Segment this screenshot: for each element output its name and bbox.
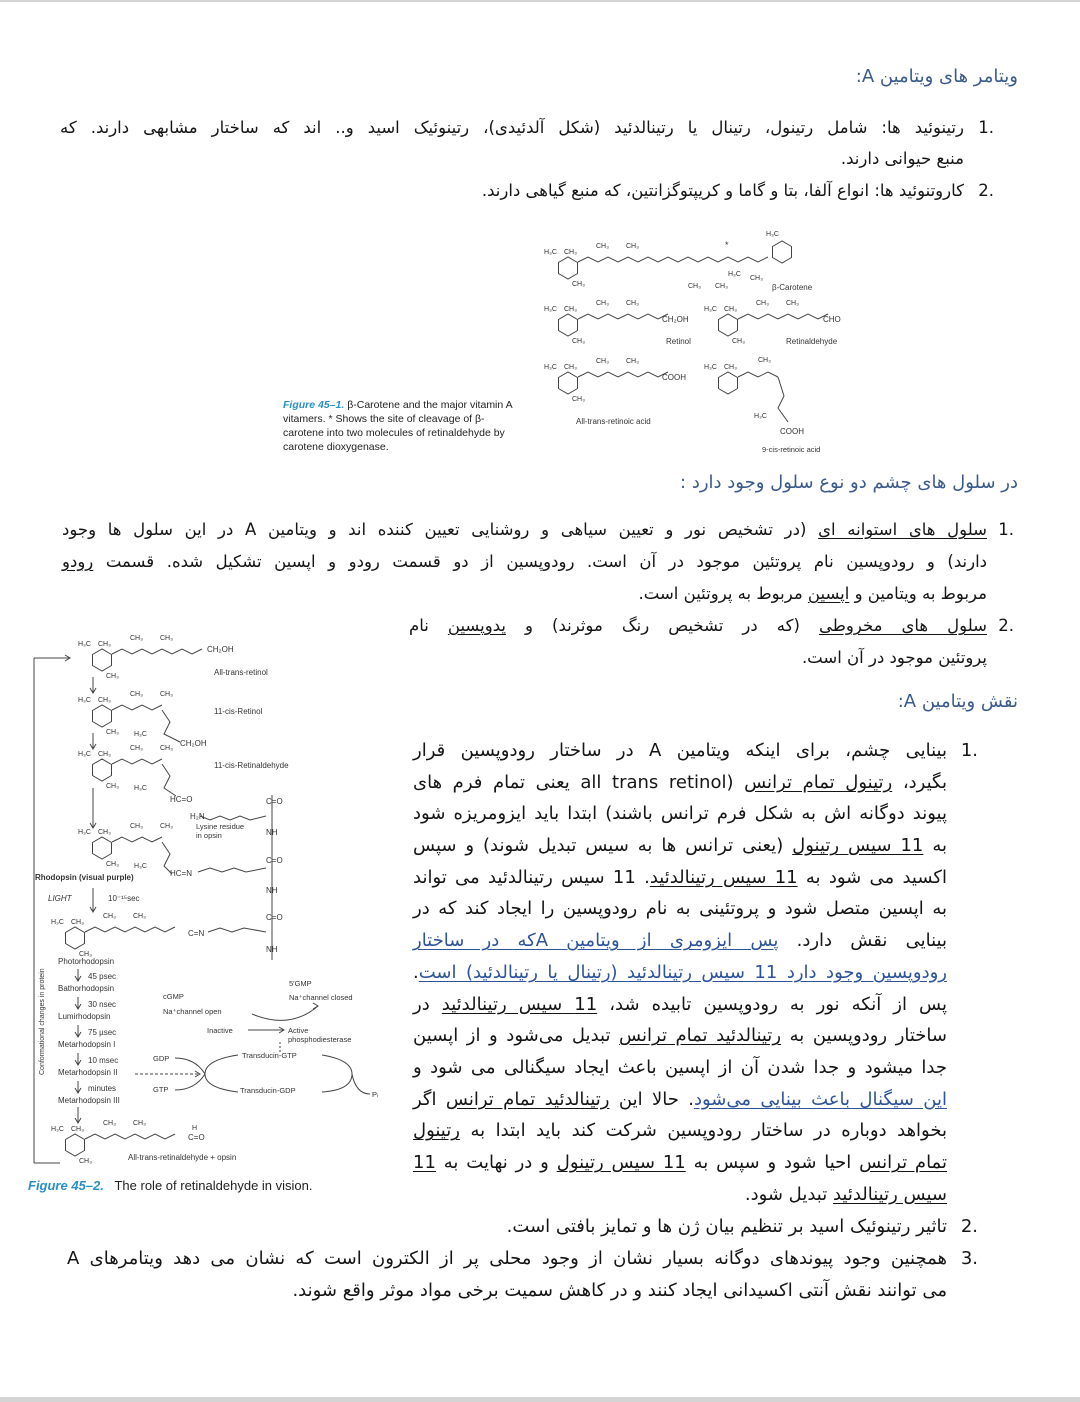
- group-label: CH₃: [98, 751, 111, 758]
- intermediate-name: Metarhodopsin I: [58, 1040, 116, 1049]
- time-label: 45 psec: [88, 972, 117, 981]
- polyene-chain: [578, 314, 668, 319]
- underlined-term: تمام ترانس: [859, 1151, 947, 1173]
- text-segment: اکسید می شود به: [797, 866, 947, 888]
- text-line: [413, 735, 947, 767]
- figure-45-1-caption: [283, 398, 519, 454]
- text-segment: تبدیل شود.: [744, 1183, 833, 1205]
- group-label: CH₃: [596, 300, 609, 307]
- cyclohexene-ring: [559, 372, 578, 394]
- list-number: 3.: [960, 1248, 978, 1269]
- text-line: [62, 514, 987, 546]
- text-line: [413, 957, 947, 989]
- text-line: [413, 798, 947, 830]
- text-segment: ساختار رودوپسین به: [781, 1025, 947, 1047]
- text-line: [67, 1211, 947, 1243]
- group-label: CH₃: [160, 635, 173, 642]
- annotation: in opsin: [196, 831, 222, 840]
- list-number: 1.: [998, 520, 1014, 539]
- arrow-line: [322, 1055, 370, 1094]
- text-segment: احیا شود و سپس به: [685, 1151, 860, 1173]
- group-label: CH₃: [572, 396, 585, 403]
- text-segment: در: [413, 993, 442, 1015]
- group-label: C=O: [266, 797, 283, 806]
- group-label: CHO: [823, 315, 841, 324]
- cascade-label: cGMP: [163, 992, 184, 1001]
- group-label: CH₃: [756, 300, 769, 307]
- group-label: CH₃: [130, 691, 143, 698]
- group-label: CH₃: [758, 357, 771, 364]
- page-bottom-edge: [0, 1397, 1080, 1402]
- group-label: CH₃: [133, 913, 146, 920]
- list-item: [62, 514, 987, 610]
- group-label: CH₃: [160, 691, 173, 698]
- cyclohexene-ring: [66, 927, 85, 949]
- intermediate-name: Photorhodopsin: [58, 957, 115, 966]
- polyene-chain: [112, 837, 162, 842]
- group-label: H: [192, 1125, 198, 1132]
- underlined-term: رتینالدئید تمام ترانس: [619, 1025, 782, 1047]
- text-segment: . 11 سیس رتینالدئید می تواند: [413, 866, 650, 888]
- group-label: CH₃: [106, 729, 119, 736]
- text-line: [60, 175, 964, 206]
- cascade-label: GTP: [153, 1085, 169, 1094]
- text-segment: (که در تشخیص رنگ موثرند) و: [505, 616, 819, 635]
- group-label: NH: [266, 828, 278, 837]
- group-label: CH₃: [724, 306, 737, 313]
- group-label: CH₃: [133, 1120, 146, 1127]
- group-label: C=O: [266, 856, 283, 865]
- cyclohexene-ring: [719, 372, 738, 394]
- group-label: CH₃: [626, 243, 639, 250]
- group-label: H₃C: [766, 231, 779, 238]
- underlined-term: یدوپسین: [447, 616, 506, 635]
- light-label: LIGHT: [48, 894, 72, 903]
- group-label: CH₃: [103, 1120, 116, 1127]
- group-label: H₃C: [704, 306, 717, 313]
- text-segment: همچنین وجود پیوندهای دوگانه بسیار نشان از وجود محلی پر از الکترون است که نشان می دهد ویتامرهای A: [67, 1248, 947, 1269]
- text-line: [413, 893, 947, 925]
- text-segment: دارند) و رودوپسین نام پروتئین موجود در آن است. رودوپسین از دو قسمت رودو و اپسین تشکیل شده. قسمت: [93, 552, 987, 571]
- hyperlink-text[interactable]: رودوپسین وجود دارد 11 سیس رتینالدئید (رتینال یا رتینالدئید) است: [418, 961, 947, 983]
- time-label: 10⁻¹⁵sec: [108, 894, 140, 903]
- group-label: H₃C: [728, 271, 741, 278]
- arrow-line: [205, 1055, 238, 1092]
- group-label: CH₃: [596, 358, 609, 365]
- group-label: C=N: [188, 929, 205, 938]
- group-label: H₂N: [190, 812, 205, 821]
- annotation: Lysine residue: [196, 822, 245, 831]
- compound-name: Retinol: [666, 337, 691, 346]
- group-label: H₃C: [544, 306, 557, 313]
- text-segment: .: [413, 961, 419, 983]
- text-segment: تاثیر رتینوئیک اسید بر تنظیم بیان ژن ها و تمایز بافتی است.: [506, 1216, 947, 1237]
- text-line: [62, 578, 987, 610]
- cyclohexene-ring: [719, 314, 738, 336]
- compound-name: All-trans-retinoic acid: [576, 417, 651, 426]
- text-segment: (در تشخیص نور و تعیین سیاهی و روشنایی تعیین کننده اند و ویتامین A در این سلول ها وجود: [62, 520, 819, 539]
- group-label: CH₃: [98, 641, 111, 648]
- cascade-label: phosphodiesterase: [288, 1035, 352, 1044]
- group-label: CH₃: [130, 823, 143, 830]
- time-label: 30 nsec: [88, 1000, 117, 1009]
- caption-text: The role of retinaldehyde in vision.: [114, 1178, 313, 1193]
- compound-name: Retinaldehyde: [786, 337, 838, 346]
- group-label: CH₃: [160, 823, 173, 830]
- group-label: CH₃: [688, 283, 701, 290]
- group-label: CH₂OH: [180, 739, 207, 748]
- group-label: CH₃: [160, 745, 173, 752]
- list-item: [60, 175, 964, 206]
- cyclohexene-ring: [93, 705, 112, 727]
- intermediate-name: Bathorhodopsin: [58, 984, 115, 993]
- underlined-term: رتینول تمام ترانس: [744, 771, 893, 793]
- compound-name: 11-cis-Retinaldehyde: [214, 761, 289, 770]
- group-label: COOH: [780, 427, 804, 436]
- underlined-term: رتینالدئید تمام ترانس: [445, 1088, 610, 1110]
- group-label: CH₃: [572, 281, 585, 288]
- list-item: [60, 112, 964, 174]
- underlined-term: 11: [413, 1151, 436, 1173]
- text-segment: پیوند دوگانه اش به شکل فرم ترانس باشند) ابتدا باید ایزومریزه شود: [413, 803, 947, 825]
- list-number: 1.: [978, 118, 994, 137]
- text-line: [413, 767, 947, 799]
- text-segment: و در نهایت به: [435, 1151, 557, 1173]
- text-segment: (all trans retinol یعنی تمام فرم های: [413, 771, 745, 793]
- lysine-chain: [198, 868, 266, 872]
- group-label: CH₃: [724, 364, 737, 371]
- group-label: CH₃: [106, 673, 119, 680]
- group-label: CH₃: [103, 913, 116, 920]
- text-segment: اگر: [413, 1088, 446, 1110]
- text-line: [60, 143, 964, 174]
- group-label: NH: [266, 886, 278, 895]
- figure-45-2-caption: [28, 1178, 313, 1193]
- compound-name: Rhodopsin (visual purple): [35, 873, 134, 882]
- underlined-term: 11 سیس رتینالدئید: [649, 866, 798, 888]
- text-line: [67, 1275, 947, 1307]
- figure-45-2-diagram: [30, 630, 402, 1175]
- intermediate-name: Lumirhodopsin: [58, 1012, 111, 1021]
- time-label: minutes: [88, 1084, 117, 1093]
- cyclohexene-ring: [559, 257, 578, 279]
- text-segment: می توانند نقش آنتی اکسیدانی ایجاد کنند و در کاهش سمیت برخی مواد موثر واقع شوند.: [292, 1279, 947, 1301]
- polyene-chain: [162, 710, 180, 742]
- group-label: C=O: [188, 1133, 205, 1142]
- compound-name: 9-cis-retinoic acid: [762, 445, 821, 454]
- compound-name: β-Carotene: [772, 283, 813, 292]
- group-label: HC=O: [170, 795, 193, 804]
- group-label: CH₃: [130, 635, 143, 642]
- text-segment: جدا میشود و جدا شدن آن از اپسین باعث ایجاد سیگنالی می شود و: [413, 1056, 947, 1078]
- polyene-chain: [112, 649, 202, 654]
- text-segment: (یعنی ترانس ها به سیس تبدیل شوند) و سپس: [413, 835, 793, 857]
- side-label: Conformational changes in protein: [39, 968, 46, 1075]
- list-number: 1.: [960, 740, 978, 761]
- cyclohexene-ring: [93, 649, 112, 671]
- group-label: CH₃: [79, 1158, 92, 1165]
- compound-name: All-trans-retinol: [214, 668, 268, 677]
- cleavage-site-marker: *: [725, 240, 729, 250]
- cascade-label: Na⁺channel closed: [289, 993, 353, 1002]
- group-label: H₃C: [78, 697, 91, 704]
- polyene-chain: [112, 759, 162, 764]
- figure-45-1-structures: [540, 228, 870, 458]
- polyene-chain: [85, 1134, 175, 1139]
- group-label: CH₃: [732, 338, 745, 345]
- list-number: 2.: [960, 1216, 978, 1237]
- group-label: COOH: [662, 373, 686, 382]
- underlined-term: 11 سیس رتینول: [556, 1151, 686, 1173]
- cyclohexene-ring: [93, 837, 112, 859]
- group-label: CH₃: [572, 338, 585, 345]
- underlined-term: اپسین: [807, 584, 850, 603]
- text-segment: . حالا این: [609, 1088, 694, 1110]
- group-label: H₃C: [704, 364, 717, 371]
- text-line: [409, 642, 987, 674]
- group-label: CH₃: [786, 300, 799, 307]
- group-label: CH₃: [626, 358, 639, 365]
- text-segment: به اپسین متصل شود و پروتئینی به نام رودوپسین را ایجاد کند که در: [413, 898, 947, 920]
- lysine-chain: [200, 816, 266, 820]
- text-line: [413, 1179, 947, 1211]
- cascade-label: Transducin-GTP: [242, 1051, 297, 1060]
- time-label: 75 µsec: [88, 1028, 117, 1037]
- group-label: H₃C: [754, 413, 767, 420]
- group-label: NH: [266, 945, 278, 954]
- polyene-chain: [162, 764, 176, 796]
- underlined-term: 11 سیس رتینالدئید: [441, 993, 598, 1015]
- intermediate-name: Metarhodopsin II: [58, 1068, 118, 1077]
- text-segment: رتینوئید ها: شامل رتینول، رتینال یا رتینالدئید (شکل آلدئیدی)، رتینوئیک اسید و.. اند که ساختار مشابهی دارند. که: [60, 118, 964, 137]
- compound-name: 11-cis-Retinol: [214, 707, 263, 716]
- text-segment: بگیرد،: [892, 771, 947, 793]
- text-segment: مربوط به ویتامین و: [849, 584, 987, 603]
- group-label: CH₃: [626, 300, 639, 307]
- underlined-term: رودو: [62, 552, 94, 571]
- group-label: H₃C: [134, 731, 147, 738]
- text-segment: بینایی چشم، برای اینکه ویتامین A در ساختار رودوپسین قرار: [413, 740, 947, 761]
- caption-text: β-Carotene and the major vitamin A vitamers. * Shows the site of cleavage of β-carotene into two molecules of retinaldehyde by carotene dioxygenase.: [283, 399, 512, 453]
- figure-label: Figure 45–2.: [28, 1178, 104, 1193]
- text-line: [413, 1020, 947, 1052]
- group-label: C=O: [266, 913, 283, 922]
- group-label: CH₃: [106, 783, 119, 790]
- heading-eye-cells: در سلول های چشم دو نوع سلول وجود دارد :: [680, 472, 1018, 493]
- group-label: H₃C: [544, 364, 557, 371]
- cyclohexene-ring: [93, 759, 112, 781]
- text-line: [413, 1115, 947, 1147]
- text-segment: کاروتنوئید ها: انواع آلفا، بتا و گاما و کریپتوگزانتین، که منبع گیاهی دارند.: [481, 181, 964, 200]
- group-label: CH₃: [564, 249, 577, 256]
- cascade-label: GDP: [153, 1054, 170, 1063]
- text-segment: مربوط به پروتئین است.: [638, 584, 808, 603]
- cascade-label: Transducin-GDP: [240, 1086, 296, 1095]
- page-top-edge: [0, 0, 1080, 2]
- group-label: HC=N: [170, 869, 193, 878]
- text-segment: به: [923, 835, 947, 857]
- polyene-chain: [112, 705, 162, 710]
- text-line: [62, 546, 987, 578]
- group-label: H₃C: [51, 1126, 64, 1133]
- group-label: CH₃: [71, 919, 84, 926]
- group-label: CH₃: [564, 306, 577, 313]
- list-number: 2.: [978, 181, 994, 200]
- polyene-chain: [85, 927, 175, 932]
- text-line: [60, 112, 964, 143]
- figure-label: Figure 45–1.: [283, 399, 345, 411]
- polyene-chain: [738, 372, 778, 377]
- text-segment: پس از آنکه نور به رودوپسین تابیده شد،: [597, 993, 948, 1015]
- cyclohexene-ring: [66, 1134, 85, 1156]
- list-item: [413, 735, 947, 1210]
- polyene-chain: [778, 377, 788, 422]
- text-line: [67, 1243, 947, 1275]
- text-segment: بخواهد دوباره در ساختار رودوپسین شرکت کند باید ابتدا به: [459, 1120, 947, 1142]
- text-line: [413, 925, 947, 957]
- text-segment: منبع حیوانی دارند.: [840, 149, 964, 168]
- group-label: CH₃: [79, 951, 92, 958]
- group-label: H₃C: [78, 751, 91, 758]
- group-label: CH₃: [715, 283, 728, 290]
- list-item: [67, 1211, 947, 1243]
- cascade-label: Na⁺channel open: [163, 1007, 222, 1016]
- underlined-term: رتینول: [413, 1120, 460, 1142]
- group-label: H₃C: [78, 641, 91, 648]
- text-segment: بینایی نقش دارد.: [778, 930, 947, 952]
- group-label: CH₂OH: [662, 315, 689, 324]
- group-label: CH₃: [98, 697, 111, 704]
- intermediate-name: Metarhodopsin III: [58, 1096, 120, 1105]
- cascade-label: Active: [288, 1026, 309, 1035]
- text-line: [413, 862, 947, 894]
- list-item: [67, 1243, 947, 1306]
- group-label: CH₃: [130, 745, 143, 752]
- arrow-line: [252, 1006, 318, 1020]
- hyperlink-text[interactable]: پس ایزومری از ویتامین Aکه در ساختار: [413, 930, 779, 952]
- underlined-term: 11 سیس رتینول: [792, 835, 924, 857]
- group-label: H₃C: [78, 829, 91, 836]
- hyperlink-text[interactable]: این سیگنال باعث بینایی می‌شود: [693, 1088, 947, 1110]
- text-segment: تبدیل می‌شود و از اپسین: [413, 1025, 620, 1047]
- text-line: [413, 830, 947, 862]
- group-label: H₃C: [51, 919, 64, 926]
- cyclohexene-ring: [773, 241, 792, 263]
- underlined-term: سلول های استوانه ای: [818, 520, 987, 539]
- text-line: [413, 1052, 947, 1084]
- group-label: CH₃: [71, 1126, 84, 1133]
- lysine-chain: [208, 928, 266, 932]
- compound-name: All-trans-retinaldehyde + opsin: [128, 1153, 237, 1162]
- polyene-chain: [578, 372, 668, 377]
- group-label: H₃C: [544, 249, 557, 256]
- group-label: H₃C: [134, 785, 147, 792]
- text-line: [413, 1084, 947, 1116]
- cascade-label: Inactive: [207, 1026, 233, 1035]
- underlined-term: سیس رتینالدئید: [832, 1183, 947, 1205]
- cyclohexene-ring: [559, 314, 578, 336]
- cascade-label: Pᵢ: [372, 1090, 379, 1099]
- group-label: CH₃: [750, 275, 763, 282]
- text-line: [413, 1147, 947, 1179]
- group-label: CH₃: [98, 829, 111, 836]
- cascade-label: 5′GMP: [289, 979, 312, 988]
- heading-vitamers: ویتامر های ویتامین A:: [855, 66, 1018, 87]
- underlined-term: سلول های مخروطی: [818, 616, 987, 635]
- group-label: CH₂OH: [207, 645, 234, 654]
- group-label: CH₃: [564, 364, 577, 371]
- group-label: CH₃: [596, 243, 609, 250]
- polyene-chain: [578, 257, 768, 262]
- list-number: 2.: [998, 616, 1014, 635]
- list-item: [409, 610, 987, 674]
- text-line: [409, 610, 987, 642]
- text-segment: پروتئین موجود در آن است.: [801, 648, 987, 667]
- time-label: 10 msec: [88, 1056, 119, 1065]
- text-line: [413, 989, 947, 1021]
- group-label: H₃C: [134, 863, 147, 870]
- heading-role-vitamin-a: نقش ویتامین A:: [897, 691, 1018, 712]
- polyene-chain: [738, 314, 828, 319]
- text-segment: نام: [409, 616, 448, 635]
- group-label: CH₃: [106, 861, 119, 868]
